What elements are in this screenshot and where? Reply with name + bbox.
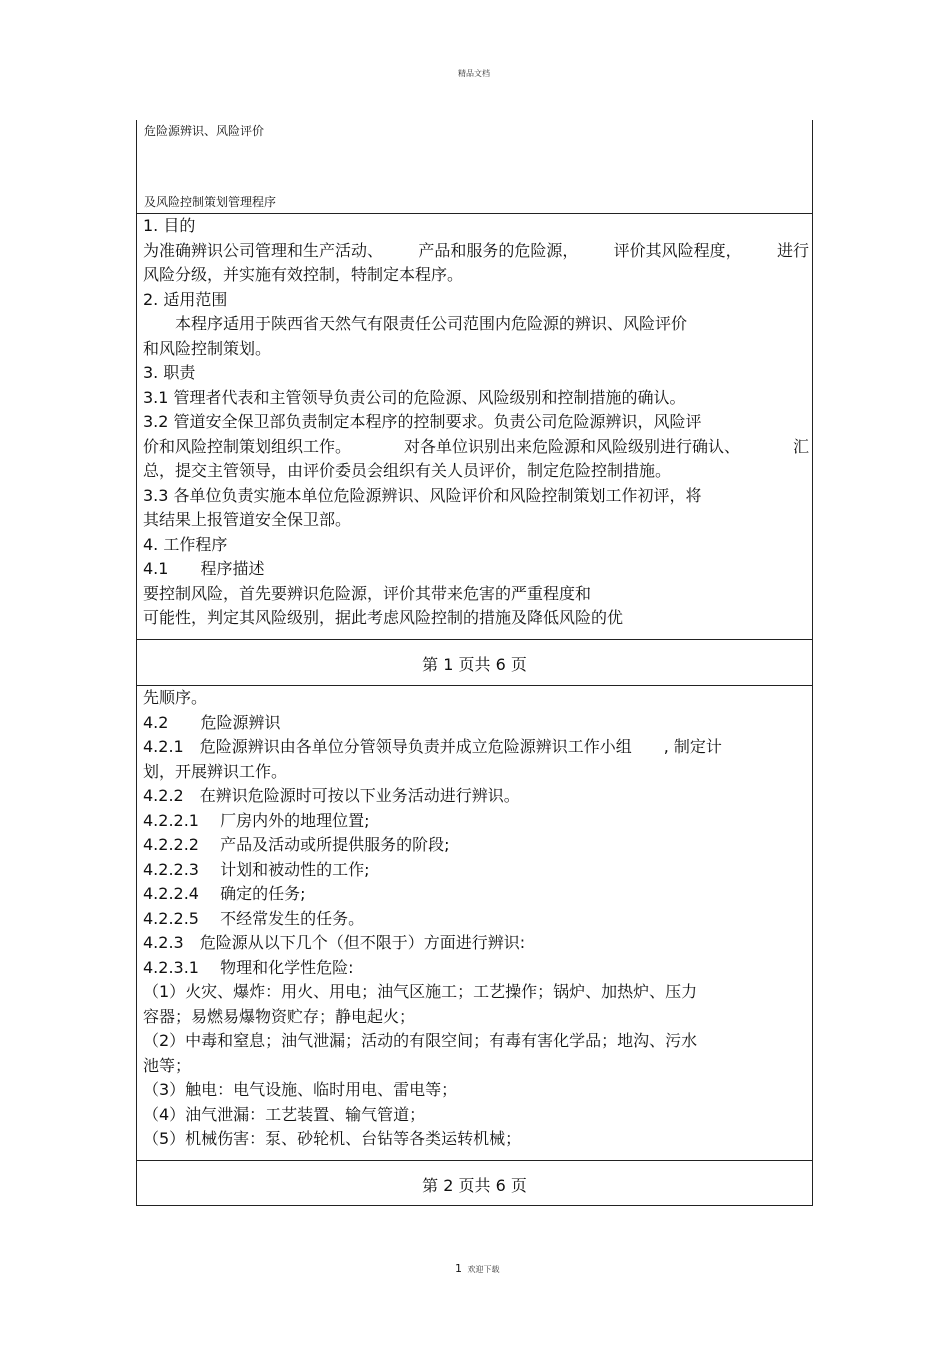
text-line: 4.2.2.5 不经常发生的任务。 [143,908,365,928]
text-segment: 价和风险控制策划组织工作。 [143,436,352,456]
text-line: 3.3 各单位负责实施本单位危险源辨识、风险评价和风险控制策划工作初评，将 [143,485,702,505]
text-line: 其结果上报管道安全保卫部。 [143,510,352,529]
frame-right-top [812,120,813,214]
text-line: 3.2 管道安全保卫部负责制定本程序的控制要求。负责公司危险源辨识，风险评 [143,412,702,431]
text-line: 池等； [143,1055,192,1075]
text-line: 和风险控制策划。 [143,338,272,358]
text-line: 3. 职责 [143,363,196,382]
text-line [143,239,809,264]
text-line: 本程序适用于陕西省天然气有限责任公司范围内危险源的辨识、风险评价 [143,314,688,333]
bottom-download-text: 欢迎下载 [467,1265,500,1274]
text-line: 4.2 危险源辨识 [143,712,281,732]
text-line: 容器；易燃易爆物资贮存；静电起火； [143,1006,416,1026]
text-line: 总，提交主管领导，由评价委员会组织有关人员评价，制定危险控制措施。 [143,461,672,480]
frame-divider-p2-footer-top [136,1160,813,1161]
frame-divider-p1-footer-top [136,639,813,640]
text-line: （1）火灾、爆炸：用火、用电；油气区施工；工艺操作；锅炉、加热炉、压力 [143,982,698,1001]
text-segment: 对各单位识别出来危险源和风险级别进行确认、 [403,436,740,456]
text-segment: 评价其风险程度， [613,240,742,260]
bottom-page-number: 1 [455,1262,462,1275]
text-line: 4.2.1 危险源辨识由各单位分管领导负责并成立危险源辨识工作小组 , 制定计 [143,737,722,756]
text-line: 3.1 管理者代表和主管领导负责公司的危险源、风险级别和控制措施的确认。 [143,387,686,407]
text-line: 划，开展辨识工作。 [143,761,288,781]
page1-footer: 第 1 页共 6 页 [422,655,527,674]
text-line: 风险分级，并实施有效控制，特制定本程序。 [143,265,464,284]
text-line: （3）触电：电气设施、临时用电、雷电等； [143,1080,458,1099]
bottom-footer [455,1262,500,1275]
text-line: 1. 目的 [143,216,196,235]
doc-title-line1: 危险源辨识、风险评价 [144,124,265,138]
text-line: 4. 工作程序 [143,534,228,554]
page2-body [143,686,809,1152]
text-line: 4.2.2.2 产品及活动或所提供服务的阶段; [143,835,450,854]
page2-footer: 第 2 页共 6 页 [422,1176,527,1195]
text-line: 要控制风险，首先要辨识危险源，评价其带来危害的严重程度和 [143,583,592,603]
text-line: 4.2.3.1 物理和化学性危险: [143,957,354,977]
text-line: （5）机械伤害：泵、砂轮机、台钻等各类运转机械； [143,1129,522,1148]
text-line: 4.2.3 危险源从以下几个（但不限于）方面进行辨识: [143,933,526,952]
frame-right-body [812,213,813,1206]
doc-title-line2: 及风险控制策划管理程序 [144,195,277,209]
frame-bottom [136,1205,813,1206]
top-watermark: 精品文档 [458,69,490,78]
page1-body [143,214,809,631]
text-line: （2）中毒和窒息；油气泄漏；活动的有限空间；有毒有害化学品；地沟、污水 [143,1031,698,1050]
frame-left-body [136,213,137,1206]
text-line: 4.2.2.4 确定的任务; [143,884,306,903]
text-line [143,435,809,460]
frame-left-top [136,120,137,214]
text-line: 4.2.2.3 计划和被动性的工作; [143,859,370,879]
text-segment: 汇 [792,436,809,456]
text-line: （4）油气泄漏：工艺装置、输气管道； [143,1104,426,1124]
text-segment: 产品和服务的危险源， [418,240,579,260]
text-line: 4.2.2 在辨识危险源时可按以下业务活动进行辨识。 [143,786,520,805]
text-line: 可能性，判定其风险级别，据此考虑风险控制的措施及降低风险的优 [143,608,624,627]
text-segment: 进行 [776,240,809,260]
text-line: 4.1 程序描述 [143,559,265,578]
text-line: 4.2.2.1 厂房内外的地理位置; [143,810,370,830]
text-line: 先顺序。 [143,688,208,707]
text-line: 2. 适用范围 [143,289,228,309]
text-segment: 为准确辨识公司管理和生产活动、 [143,240,384,260]
